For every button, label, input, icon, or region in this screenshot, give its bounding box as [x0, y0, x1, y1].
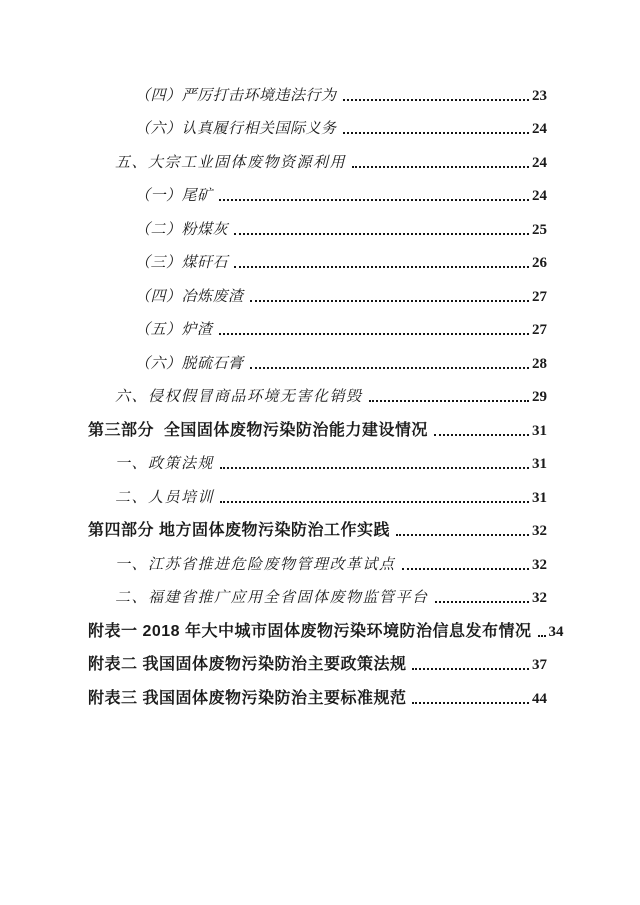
dot-leader — [412, 668, 529, 670]
toc-entry-title: （四）冶炼废渣 — [135, 288, 244, 305]
dot-leader — [220, 501, 529, 503]
dot-leader — [402, 568, 529, 570]
toc-entry[interactable] — [88, 406, 547, 440]
toc-entry[interactable] — [88, 507, 547, 541]
dot-leader — [369, 400, 529, 402]
dot-leader — [343, 99, 529, 101]
toc-entry-page-number: 24 — [532, 121, 547, 137]
toc-entry[interactable] — [88, 373, 547, 407]
toc-entry-page-number: 44 — [532, 690, 547, 707]
toc-entry-title: 二、人员培训 — [115, 489, 215, 506]
toc-entry-title: （一）尾矿 — [135, 188, 213, 204]
toc-entry[interactable] — [88, 172, 547, 206]
toc-entry-title: 附表一 2018 年大中城市固体废物污染环境防治信息发布情况 — [88, 622, 532, 640]
toc-entry-page-number: 24 — [532, 188, 547, 204]
toc-entry-page-number: 23 — [532, 87, 547, 104]
dot-leader — [219, 333, 529, 335]
toc-entry-page-number: 24 — [532, 154, 547, 171]
toc-entry[interactable] — [88, 607, 564, 641]
toc-entry-title: 附表三 我国固体废物污染防治主要标准规范 — [88, 689, 407, 707]
toc-entry[interactable] — [88, 138, 547, 172]
toc-entry[interactable] — [88, 339, 547, 373]
toc-entry[interactable] — [88, 105, 547, 139]
toc-entry[interactable] — [88, 641, 547, 675]
toc-entry[interactable] — [88, 540, 547, 574]
toc-entry-page-number: 25 — [532, 221, 547, 238]
dot-leader — [250, 300, 529, 302]
toc-entry-page-number: 32 — [532, 590, 547, 606]
toc-entry[interactable] — [88, 306, 547, 340]
toc-entry[interactable] — [88, 205, 547, 239]
toc-entry-title: （三）煤矸石 — [135, 255, 229, 271]
toc-entry-page-number: 31 — [532, 456, 547, 472]
dot-leader — [343, 132, 529, 134]
toc-entry-page-number: 29 — [532, 389, 547, 405]
toc-entry-page-number: 37 — [532, 657, 547, 673]
toc-entry-page-number: 26 — [532, 255, 547, 271]
toc-entry-title: 六、侵权假冒商品环境无害化销毁 — [115, 389, 363, 405]
toc-entry-title: （四）严厉打击环境违法行为 — [135, 87, 337, 104]
toc-entry-page-number: 31 — [532, 489, 547, 506]
toc-entry[interactable] — [88, 272, 547, 306]
dot-leader — [435, 601, 529, 603]
toc-entry-page-number: 34 — [548, 623, 564, 640]
toc-entry-title: （二）粉煤灰 — [135, 221, 229, 238]
dot-leader — [234, 266, 529, 268]
dot-leader — [412, 702, 529, 704]
toc-entry-title: 二、福建省推广应用全省固体废物监管平台 — [115, 590, 429, 606]
toc-entry-page-number: 28 — [532, 355, 547, 372]
dot-leader — [396, 534, 529, 536]
toc-entry-title: （六）认真履行相关国际义务 — [135, 121, 337, 137]
dot-leader — [352, 166, 529, 168]
table-of-contents — [88, 71, 564, 708]
toc-entry-page-number: 31 — [532, 422, 547, 439]
dot-leader — [538, 635, 546, 637]
toc-entry-title: 第三部分 全国固体废物污染防治能力建设情况 — [88, 421, 428, 439]
toc-entry-page-number: 32 — [532, 523, 547, 539]
toc-entry-title: 附表二 我国固体废物污染防治主要政策法规 — [88, 656, 407, 673]
dot-leader — [219, 199, 529, 201]
dot-leader — [250, 367, 529, 369]
toc-entry-page-number: 32 — [532, 556, 547, 573]
toc-entry[interactable] — [88, 440, 547, 474]
dot-leader — [434, 434, 529, 436]
toc-entry-page-number: 27 — [532, 322, 547, 338]
toc-entry[interactable] — [88, 239, 547, 273]
toc-entry-title: 第四部分 地方固体废物污染防治工作实践 — [88, 522, 390, 539]
toc-entry-title: 一、江苏省推进危险废物管理改革试点 — [115, 556, 396, 573]
toc-entry[interactable] — [88, 71, 547, 105]
dot-leader — [234, 233, 529, 235]
dot-leader — [220, 467, 529, 469]
toc-entry-title: 五、大宗工业固体废物资源利用 — [115, 154, 347, 171]
toc-entry-title: 一、政策法规 — [115, 456, 215, 472]
toc-entry[interactable] — [88, 674, 547, 708]
toc-entry-page-number: 27 — [532, 288, 547, 305]
toc-entry-title: （六）脱硫石膏 — [135, 355, 244, 372]
toc-entry-title: （五）炉渣 — [135, 322, 213, 338]
toc-entry[interactable] — [88, 473, 547, 507]
toc-entry[interactable] — [88, 574, 547, 608]
